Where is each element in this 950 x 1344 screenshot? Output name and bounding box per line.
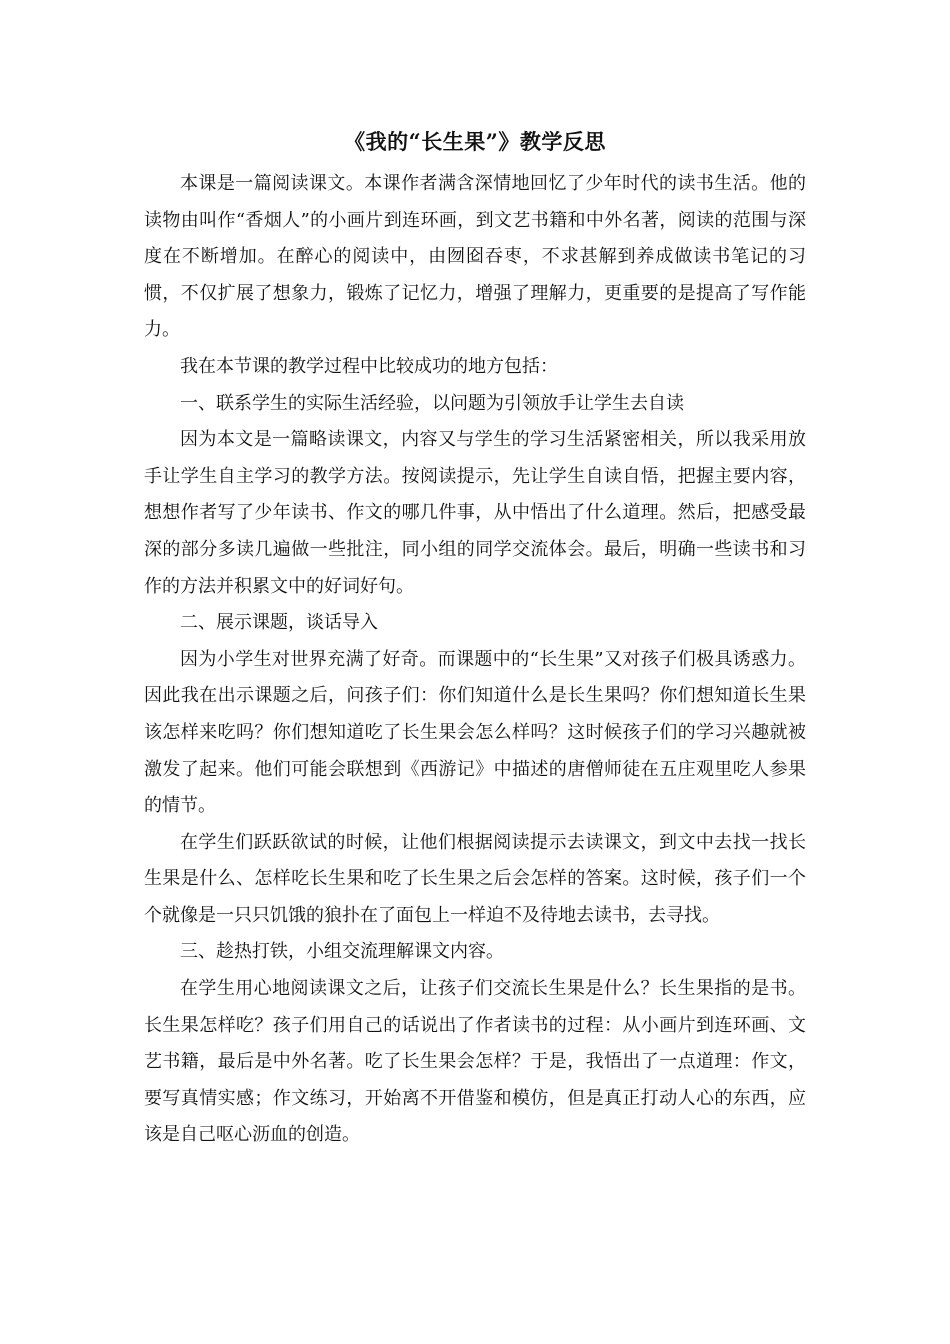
heading-section-one: 一、联系学生的实际生活经验，以问题为引领放手让学生去自读 [180, 392, 684, 414]
paragraph-section-three: 在学生用心地阅读课文之后，让孩子们交流长生果是什么？长生果指的是书。长生果怎样吃？孩子们用自己的话说出了作者读书的过程：从小画片到连环画、文艺书籍，最后是中外名著。吃了长生果会怎样？于是，我悟出了一点道理：作文，要写真情实感；作文练习，开始离不开借鉴和模仿，但是真正打动人心的东西，应该是自己呕心沥血的创造。 [144, 978, 806, 1146]
paragraph-section-two-b: 在学生们跃跃欲试的时候，让他们根据阅读提示去读课文，到文中去找一找长生果是什么、怎样吃长生果和吃了长生果之后会怎样的答案。这时候，孩子们一个个就像是一只只饥饿的狼扑在了面包上一样迫不及待地去读书，去寻找。 [144, 831, 806, 926]
document-title: 《我的“长生果”》教学反思 [344, 129, 606, 154]
paragraph-section-two-a: 因为小学生对世界充满了好奇。而课题中的“长生果”又对孩子们极具诱惑力。因此我在出示课题之后，问孩子们：你们知道什么是长生果吗？你们想知道长生果该怎样来吃吗？你们想知道吃了长生果会怎么样吗？这时候孩子们的学习兴趣就被激发了起来。他们可能会联想到《西游记》中描述的唐僧师徒在五庄观里吃人参果的情节。 [144, 648, 806, 817]
heading-section-three: 三、趁热打铁，小组交流理解课文内容。 [180, 941, 504, 963]
paragraph-success-points: 我在本节课的教学过程中比较成功的地方包括： [180, 355, 558, 377]
paragraph-section-one: 因为本文是一篇略读课文，内容又与学生的学习生活紧密相关，所以我采用放手让学生自主学习的教学方法。按阅读提示，先让学生自读自悟，把握主要内容，想想作者写了少年读书、作文的哪几件事，从中悟出了什么道理。然后，把感受最深的部分多读几遍做一些批注，同小组的同学交流体会。最后，明确一些读书和习作的方法并积累文中的好词好句。 [144, 429, 806, 597]
document-page [144, 124, 806, 1154]
paragraph-intro: 本课是一篇阅读课文。本课作者满含深情地回忆了少年时代的读书生活。他的读物由叫作“香烟人”的小画片到连环画，到文艺书籍和中外名著，阅读的范围与深度在不断增加。在醉心的阅读中，由囫囵吞枣，不求甚解到养成做读书笔记的习惯，不仅扩展了想象力，锻炼了记忆力，增强了理解力，更重要的是提高了写作能力。 [144, 173, 806, 341]
heading-section-two: 二、展示课题，谈话导入 [180, 612, 378, 634]
